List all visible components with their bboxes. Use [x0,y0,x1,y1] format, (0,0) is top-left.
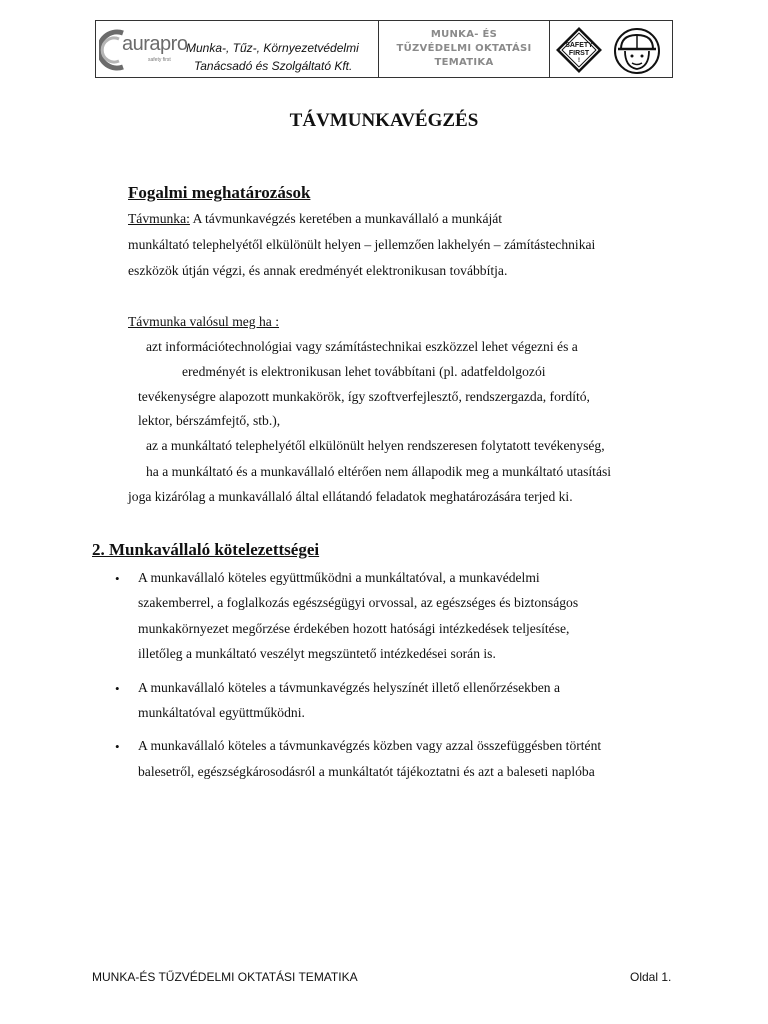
footer-title: MUNKA-ÉS TŰZVÉDELMI OKTATÁSI TEMATIKA [92,970,358,984]
bullet-line: illetőleg a munkáltató veszélyt megszüntető intézkedései során is. [138,646,496,661]
header-icons-cell [550,21,672,77]
bullet-icon: • [115,571,120,586]
section-heading-definitions: Fogalmi meghatározások [128,183,311,202]
condition-line: lektor, bérszámfejtő, stb.), [138,413,281,428]
logo-tagline: safety first [148,57,171,63]
condition-line: eredményét is elektronikusan lehet továbbítani (pl. adatfeldolgozói [182,364,546,379]
bullet-line: munkakörnyezet megőrzése érdekében hozott hatósági intézkedések teljesítése, [138,621,570,636]
thema-line-1: MUNKA- ÉS [430,29,498,40]
definition-label: Távmunka: [128,211,190,226]
bullet-line: munkáltatóval együttműködni. [138,705,305,720]
logo-text: aurapro [122,33,188,55]
company-name [186,39,359,75]
definition-line-2: munkáltató telephelyétől elkülönült helyen – jellemzően lakhelyén – zámítástechnikai [128,237,596,252]
condition-label: Távmunka valósul meg ha : [128,314,280,329]
bullet-line: szakemberrel, a foglalkozás egészségügyi orvossal, az egészséges és biztonságos [138,595,579,610]
bullet-icon: • [115,739,120,754]
safety-text-3: ! [578,58,580,64]
condition-line: ha a munkáltató és a munkavállaló eltérően nem állapodik meg a munkáltató utasítási [146,464,612,479]
company-line-1: Munka-, Tűz-, Környezetvédelmi [186,41,359,55]
condition-line: az a munkáltató telephelyétől elkülönült helyen rendszeresen folytatott tevékenység, [146,438,605,453]
header-thema [396,28,531,70]
thema-line-3: TEMATIKA [434,57,494,68]
bullet-line: A munkavállaló köteles a távmunkavégzés közben vagy azzal összefüggésben történt [138,738,602,753]
document-header [95,20,673,78]
condition-line: azt információtechnológiai vagy számítástechnikai eszközzel lehet végezni és a [146,339,578,354]
definition-line-1 [128,211,502,227]
company-line-2: Tanácsadó és Szolgáltató Kft. [194,59,353,73]
condition-line: joga kizárólag a munkavállaló által ellátandó feladatok meghatározására terjed ki. [128,489,573,504]
safety-text-2: FIRST [568,50,590,57]
header-company-cell [96,21,379,77]
bullet-line: A munkavállaló köteles együttműködni a munkáltatóval, a munkavédelmi [138,570,540,585]
bullet-line: A munkavállaló köteles a távmunkavégzés helyszínét illető ellenőrzésekben a [138,680,561,695]
document-title: TÁVMUNKAVÉGZÉS [289,110,479,131]
thema-line-2: TŰZVÉDELMI OKTATÁSI [396,43,532,54]
section-heading-obligations: 2. Munkavállaló kötelezettségei [92,540,320,559]
safety-text-1: SAFETY [565,42,593,49]
header-thema-cell [379,21,550,77]
safety-first-sign-icon [556,27,602,73]
bullet-icon: • [115,681,120,696]
definition-text-1: A távmunkavégzés keretében a munkavállaló a munkáját [189,211,503,226]
definition-line-3: eszközök útján végzi, és annak eredményét elektronikusan továbbítja. [128,263,508,278]
condition-line: tevékenységre alapozott munkakörök, így szoftverfejlesztő, rendszergazda, fordító, [138,389,590,404]
footer-page-number: Oldal 1. [630,970,672,984]
bullet-line: balesetről, egészségkárosodásról a munkáltatót tájékoztatni és azt a baleseti naplóba [138,764,595,779]
helmet-worker-icon [606,27,668,75]
